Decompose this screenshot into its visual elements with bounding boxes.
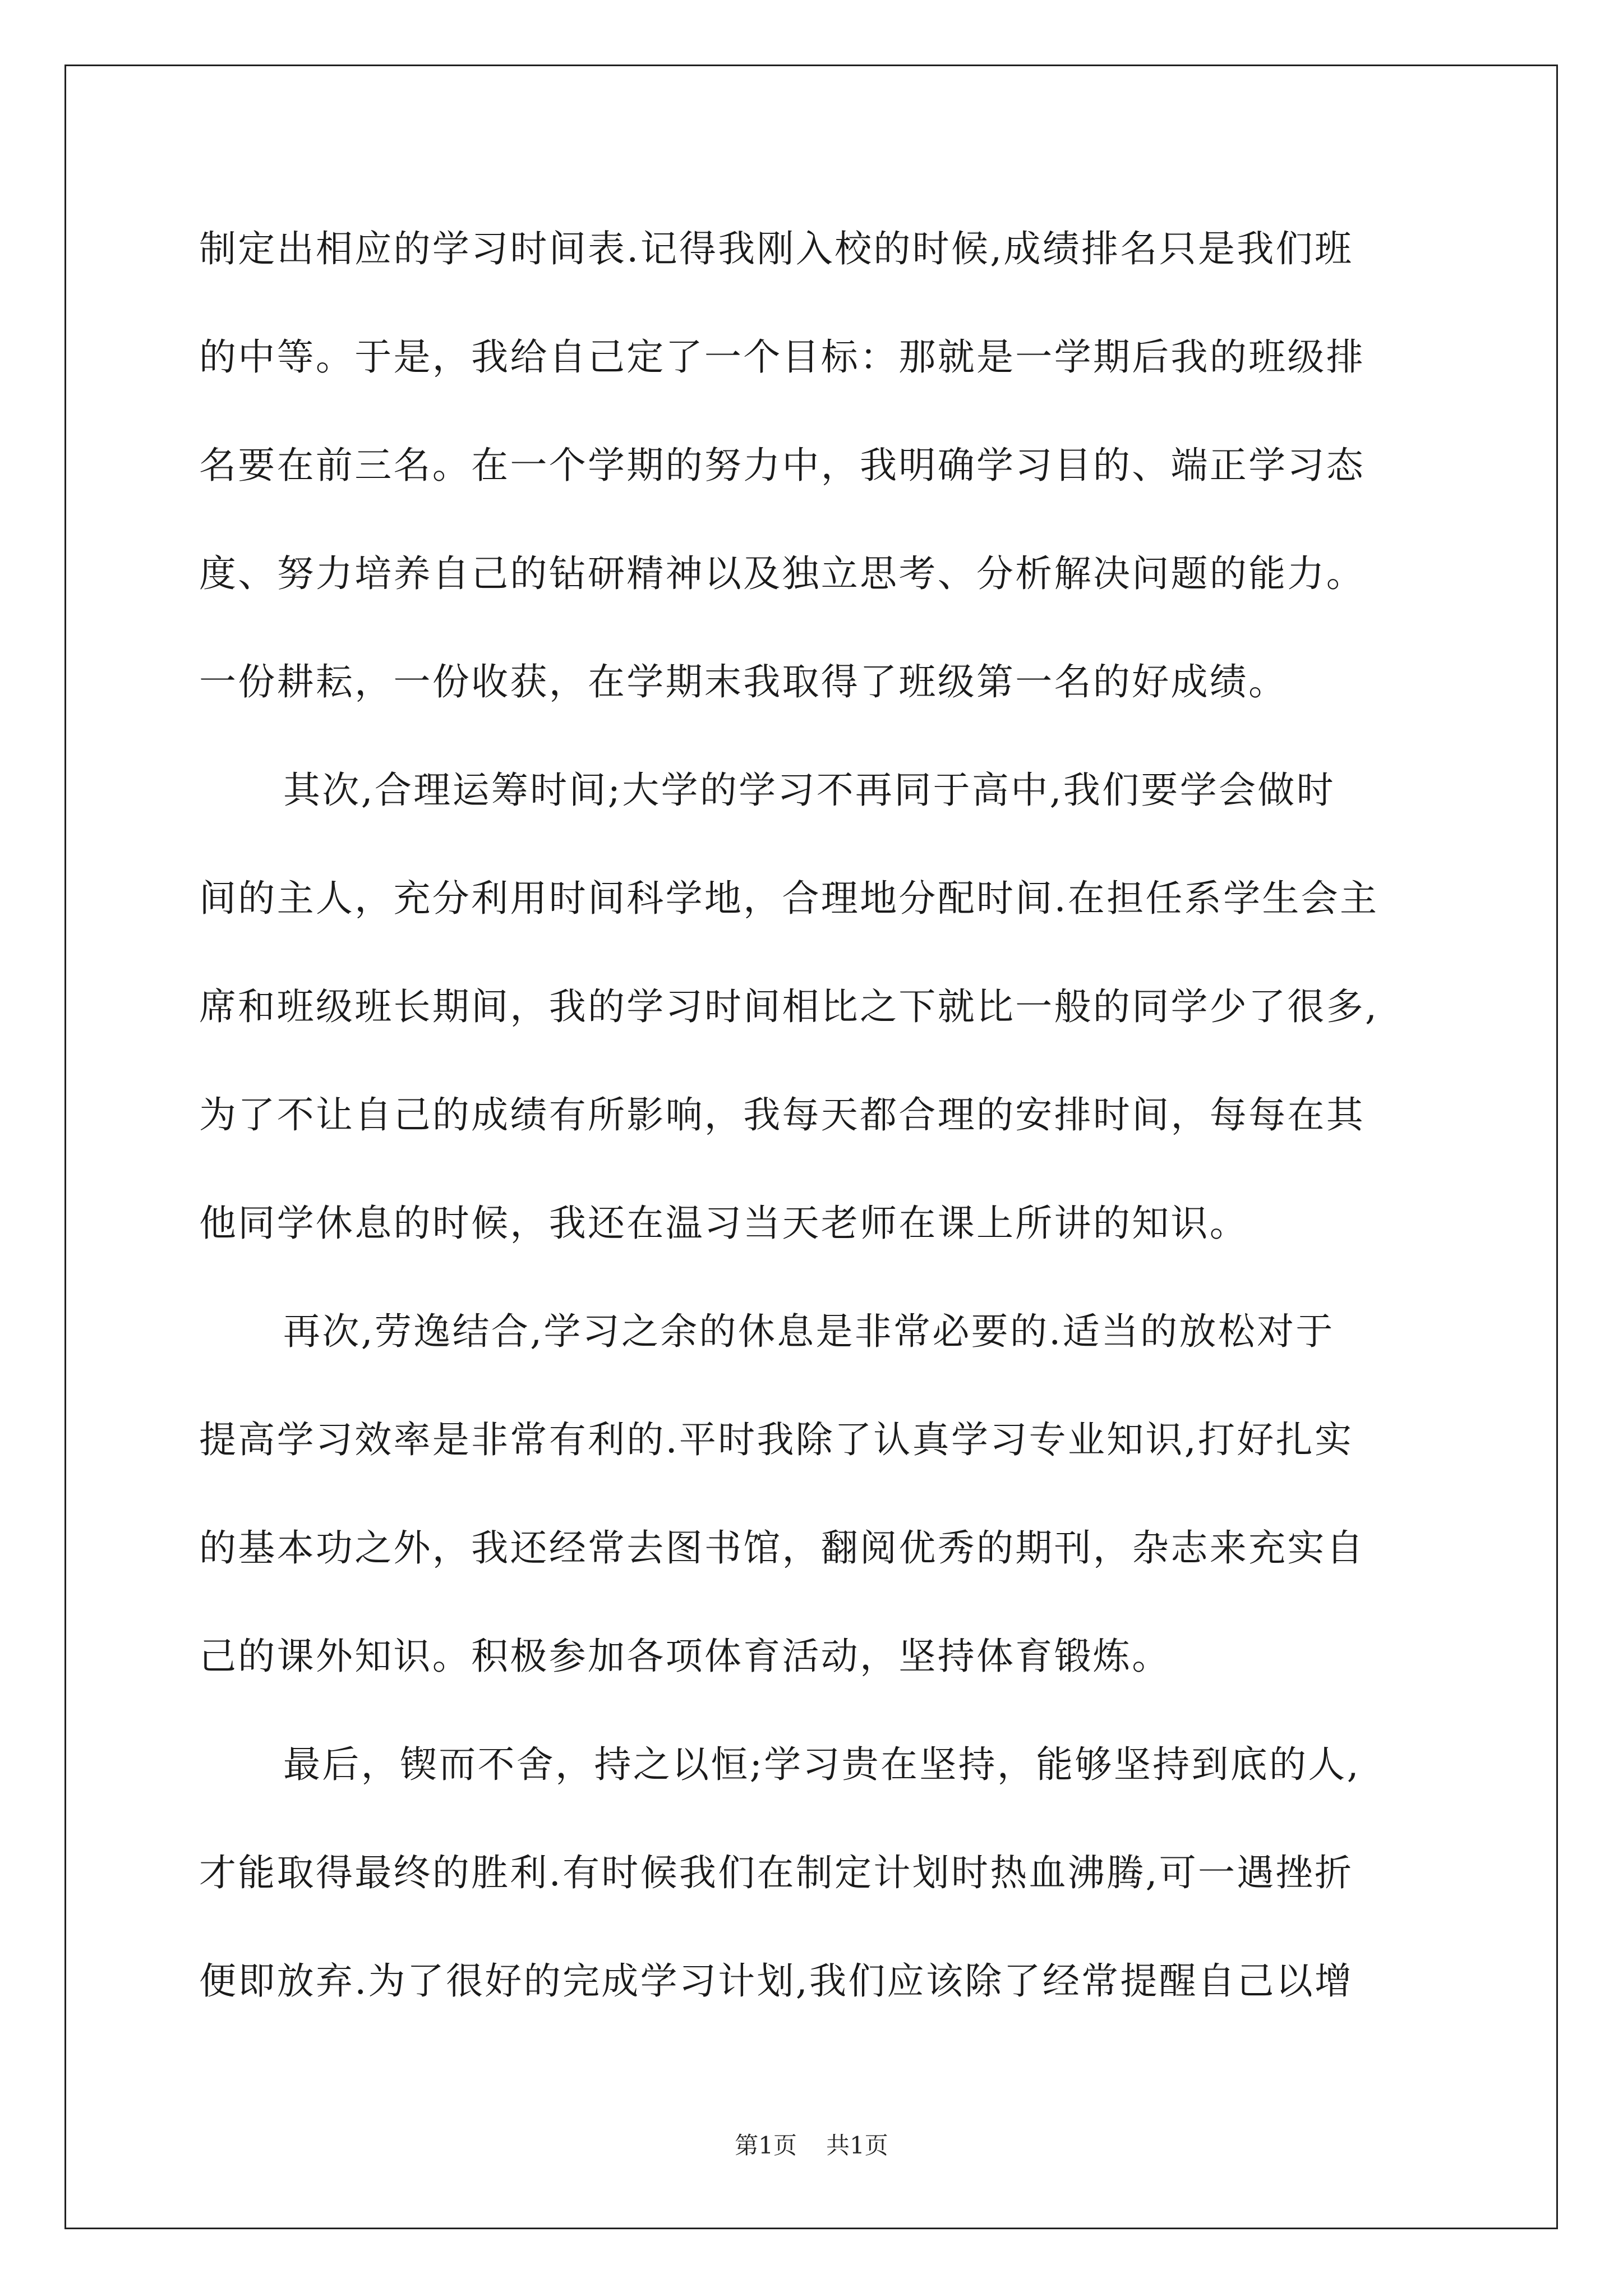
paragraph-first-line: 最后，锲而不舍，持之以恒;学习贵在坚持，能够坚持到底的人,: [283, 1743, 1361, 1786]
paragraph-first-line: 其次,合理运筹时间;大学的学习不再同于高中,我们要学会做时: [283, 769, 1335, 812]
paragraph-first-line: 再次,劳逸结合,学习之余的休息是非常必要的.适当的放松对于: [283, 1310, 1335, 1353]
text-line: 间的主人，充分利用时间科学地，合理地分配时间.在担任系学生会主: [199, 877, 1379, 920]
text-line: 才能取得最终的胜利.有时候我们在制定计划时热血沸腾,可一遇挫折: [199, 1851, 1354, 1894]
text-line: 他同学休息的时候，我还在温习当天老师在课上所讲的知识。: [199, 1202, 1249, 1245]
text-line: 名要在前三名。在一个学期的努力中，我明确学习目的、端正学习态: [199, 444, 1365, 487]
text-line: 提高学习效率是非常有利的.平时我除了认真学习专业知识,打好扎实: [199, 1418, 1354, 1461]
text-line: 己的课外知识。积极参加各项体育活动，坚持体育锻炼。: [199, 1635, 1171, 1678]
text-line: 的中等。于是，我给自己定了一个目标：那就是一学期后我的班级排: [199, 335, 1365, 379]
text-line: 度、努力培养自己的钻研精神以及独立思考、分析解决问题的能力。: [199, 552, 1365, 595]
text-line: 制定出相应的学习时间表.记得我刚入校的时候,成绩排名只是我们班: [199, 227, 1354, 270]
text-line: 席和班级班长期间，我的学习时间相比之下就比一般的同学少了很多,: [199, 985, 1379, 1028]
text-line: 一份耕耘，一份收获，在学期末我取得了班级第一名的好成绩。: [199, 660, 1288, 703]
page-number: 第1页: [735, 2132, 797, 2159]
page-footer: [0, 2129, 1623, 2162]
page-total: 共1页: [826, 2132, 888, 2159]
text-line: 的基本功之外，我还经常去图书馆，翻阅优秀的期刊，杂志来充实自: [199, 1526, 1365, 1570]
text-line: 便即放弃.为了很好的完成学习计划,我们应该除了经常提醒自己以增: [199, 1959, 1354, 2003]
text-line: 为了不让自己的成绩有所影响，我每天都合理的安排时间，每每在其: [199, 1093, 1365, 1137]
document-body: [199, 219, 1433, 2059]
